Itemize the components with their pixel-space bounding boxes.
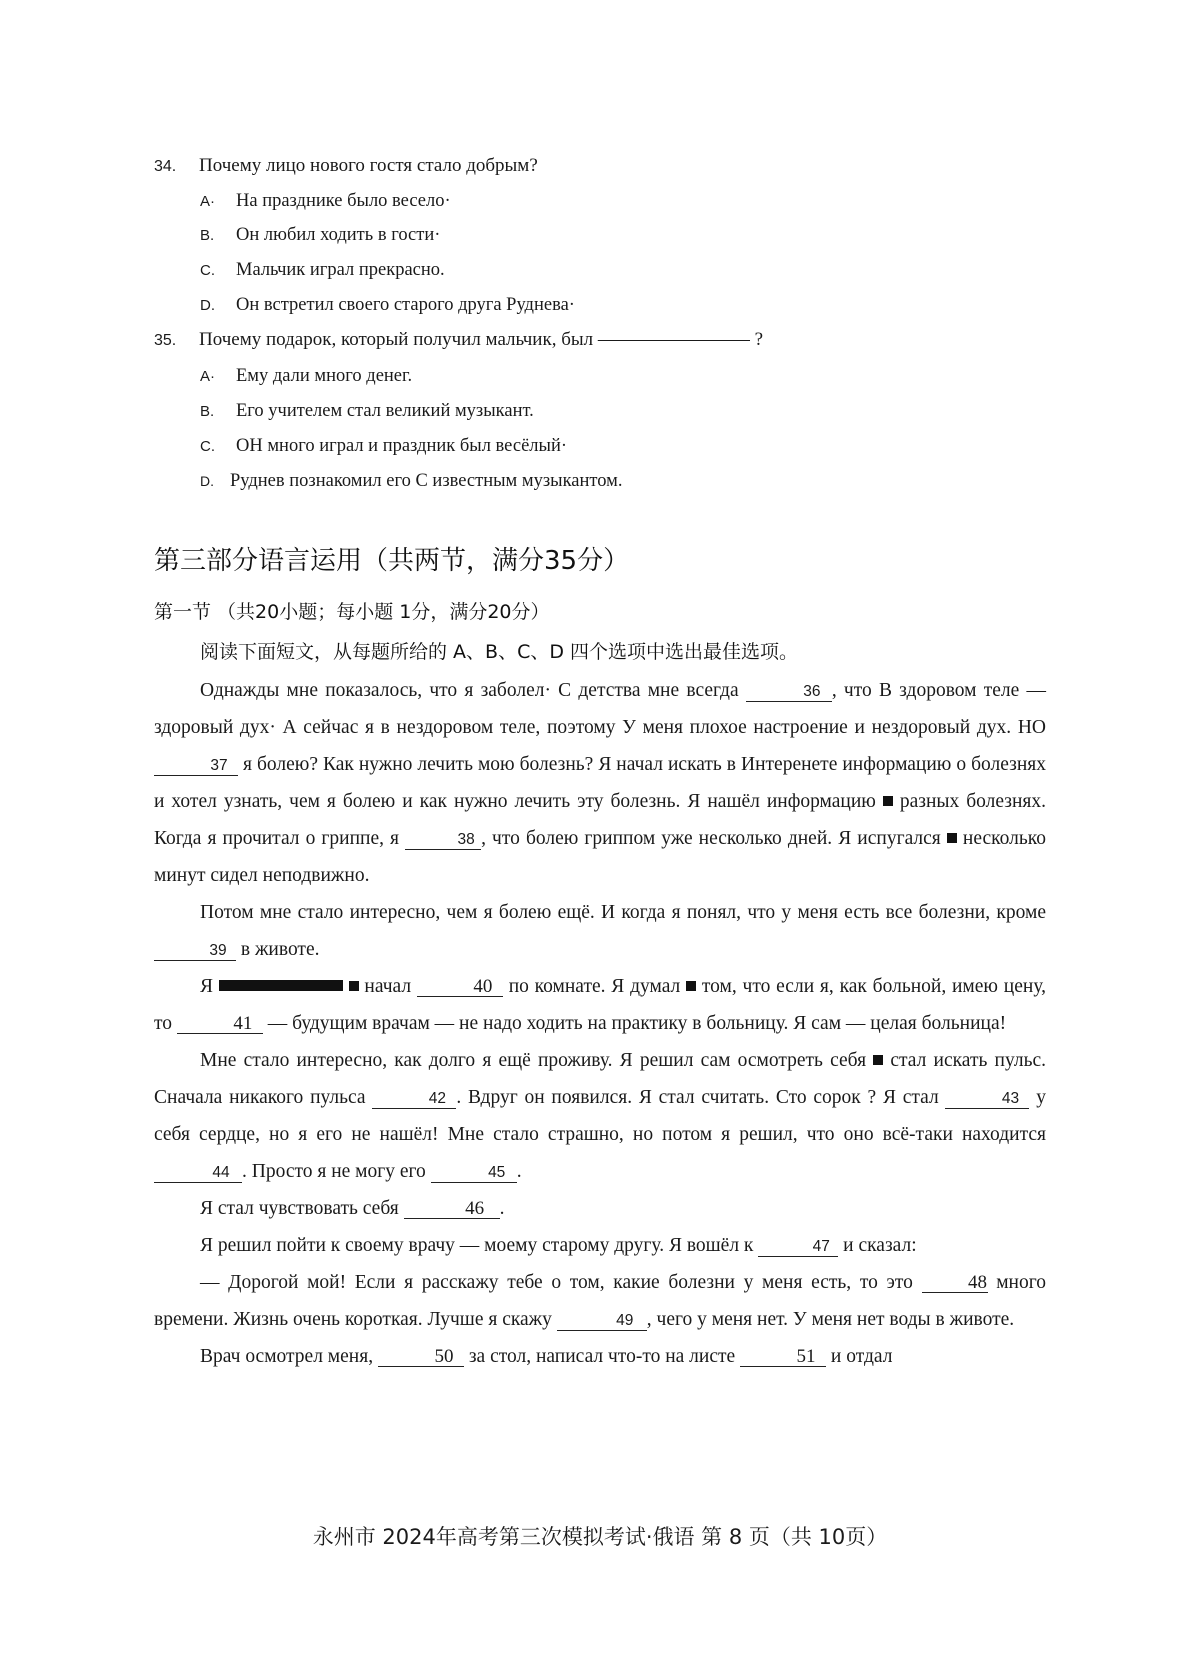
passage-text: Я — [200, 976, 219, 997]
passage-text: в животе. — [236, 939, 320, 960]
passage-text: , чего у меня нет. У меня нет воды в животе. — [646, 1309, 1015, 1330]
option-35-a — [200, 364, 412, 389]
blank-48[interactable]: 48 — [922, 1274, 988, 1293]
passage-text: Потом мне стало интересно, чем я болею ещё. И когда я понял, что у меня есть все болезни, кроме — [200, 902, 1046, 923]
paragraph-6 — [154, 1227, 1046, 1264]
option-text: Руднев познакомил его С известным музыкантом. — [230, 471, 623, 491]
redaction-mark — [883, 796, 893, 806]
passage-text: . — [516, 1161, 522, 1182]
passage-text: , что болею гриппом уже несколько дней. Я испугался — [481, 828, 947, 849]
paragraph-4 — [154, 1042, 1046, 1190]
passage-text: и сказал: — [838, 1235, 917, 1256]
option-34-c — [200, 258, 445, 283]
passage-text: Врач осмотрел меня, — [200, 1346, 378, 1367]
option-text: Он встретил своего старого друга Руднева· — [236, 295, 575, 315]
blank-49[interactable]: 49 — [557, 1312, 647, 1331]
paragraph-2 — [154, 894, 1046, 968]
blank-42[interactable]: 42 — [372, 1090, 456, 1109]
option-letter: C. — [200, 438, 215, 455]
question-35 — [154, 328, 763, 353]
passage-text: . Вдруг он появился. Я стал считать. Сто сорок ? Я стал — [456, 1087, 946, 1108]
option-letter: D. — [200, 473, 214, 489]
option-letter: B. — [200, 403, 215, 420]
question-text: Почему лицо нового гостя стало добрым? — [199, 155, 538, 176]
passage-text: Я решил пойти к своему врачу — моему старому другу. Я вошёл к — [200, 1235, 759, 1256]
paragraph-5 — [154, 1190, 1046, 1227]
paragraph-7 — [154, 1264, 1046, 1338]
option-35-d — [200, 469, 622, 493]
option-text: ОН много играл и праздник был весёлый· — [236, 436, 568, 456]
option-text: Мальчик играл прекрасно. — [236, 260, 445, 280]
blank-38[interactable]: 38 — [405, 831, 481, 850]
passage-text: много времени. Жизнь очень короткая. Лучше я скажу — [154, 1272, 1046, 1330]
question-number: 34. — [154, 158, 177, 175]
option-35-c — [200, 434, 567, 459]
question-text: Почему подарок, который получил мальчик, был ———————— ? — [199, 329, 764, 350]
paragraph-8 — [154, 1338, 1046, 1375]
passage-text: несколько минут сидел неподвижно. — [154, 828, 1046, 886]
passage-text: я болею? Как нужно лечить мою болезнь? Я начал искать в Интеренете информацию о болезнях и хотел узнать, чем я болею и как нужно лечить эту болезнь. Я нашёл информацию — [154, 754, 1046, 812]
redaction-mark — [873, 1055, 883, 1065]
blank-43[interactable]: 43 — [945, 1090, 1029, 1109]
passage-text: Однажды мне показалось, что я заболел· С детства мне всегда — [200, 680, 746, 701]
blank-39[interactable]: 39 — [154, 942, 236, 961]
option-35-b — [200, 399, 534, 424]
passage-text: . Просто я не могу его — [242, 1161, 431, 1182]
instruction: 阅读下面短文，从每题所给的 A、B、C、D 四个选项中选出最佳选项。 — [200, 641, 799, 663]
blank-45[interactable]: 45 — [431, 1164, 517, 1183]
option-text: На празднике было весело· — [236, 191, 451, 211]
blank-36[interactable]: 36 — [746, 683, 832, 702]
redaction-mark — [686, 981, 696, 991]
passage-text: Мне стало интересно, как долго я ещё проживу. Я решил сам осмотреть себя — [200, 1050, 874, 1071]
passage-text: — будущим врачам — не надо ходить на практику в больницу. Я сам — целая больница! — [262, 1013, 1007, 1034]
paragraph-1 — [154, 672, 1046, 894]
passage-text: за стол, написал что-то на листе — [463, 1346, 741, 1367]
page-footer: 永州市 2024年高考第三次模拟考试·俄语 第 8 页（共 10页） — [312, 1525, 888, 1549]
option-text: Его учителем стал великий музыкант. — [236, 401, 534, 421]
reading-passage — [154, 672, 1046, 1375]
redaction-mark — [947, 833, 957, 843]
option-text: Ему дали много денег. — [236, 366, 413, 386]
part-heading: 第三部分语言运用（共两节，满分35分） — [154, 546, 630, 576]
option-letter: D. — [200, 297, 215, 314]
blank-44[interactable]: 44 — [154, 1164, 242, 1183]
option-letter: C. — [200, 262, 215, 279]
redaction-mark — [349, 981, 359, 991]
blank-37[interactable]: 37 — [154, 757, 238, 776]
blank-47[interactable]: 47 — [758, 1238, 838, 1257]
passage-text: у себя сердце, но я его не нашёл! Мне стало страшно, но потом я решил, что оно всё-таки находится — [154, 1087, 1046, 1145]
option-34-d — [200, 293, 575, 318]
option-letter: A· — [200, 193, 215, 210]
blank-46[interactable]: 46 — [404, 1200, 500, 1219]
passage-text: по комнате. Я думал — [502, 976, 687, 997]
blank-40[interactable]: 40 — [417, 978, 503, 997]
option-text: Он любил ходить в гости· — [236, 225, 441, 245]
blank-50[interactable]: 50 — [378, 1348, 464, 1367]
passage-text: , что В здоровом теле — здоровый дух· А сейчас я в нездоровом теле, поэтому У меня плохое настроение и нездоровый дух. НО — [154, 680, 1046, 738]
blank-51[interactable]: 51 — [740, 1348, 826, 1367]
passage-text: разных болезнях. Когда я прочитал о гриппе, я — [154, 791, 1046, 849]
redaction-bar — [219, 980, 343, 991]
passage-text: стал искать пульс. Сначала никакого пульса — [154, 1050, 1047, 1108]
option-letter: A· — [200, 368, 215, 385]
blank-41[interactable]: 41 — [177, 1015, 263, 1034]
passage-text: — Дорогой мой! Если я расскажу тебе о том, какие болезни у меня есть, то это — [200, 1272, 922, 1293]
passage-text: и отдал — [826, 1346, 893, 1367]
passage-text: начал — [358, 976, 417, 997]
option-34-a — [200, 189, 451, 214]
section-heading: 第一节 （共20小题；每小题 1分，满分20分） — [154, 601, 550, 623]
option-34-b — [200, 223, 440, 248]
passage-text: . — [499, 1198, 505, 1219]
question-number: 35. — [154, 332, 177, 349]
passage-text: Я стал чувствовать себя — [200, 1198, 404, 1219]
paragraph-3 — [154, 968, 1046, 1042]
passage-text: том, что если я, как больной, имею цену, то — [154, 976, 1046, 1034]
question-34 — [154, 154, 538, 179]
option-letter: B. — [200, 227, 215, 244]
